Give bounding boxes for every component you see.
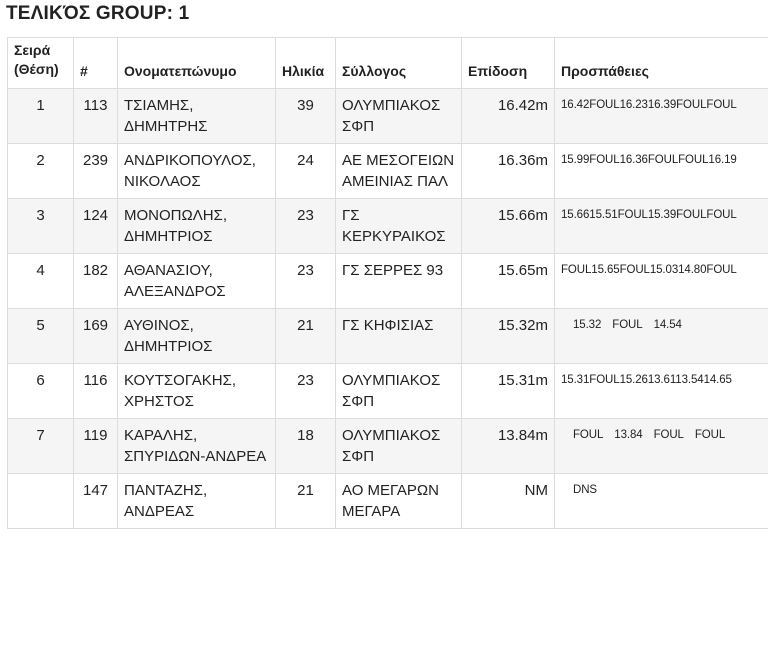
cell-age: 18 (276, 419, 336, 474)
cell-attempts (555, 474, 768, 529)
attempt-value: 13.61 (647, 374, 676, 386)
attempt-value: FOUL (678, 154, 709, 166)
table-header-row (8, 38, 768, 89)
attempt-value: FOUL (706, 264, 737, 276)
attempt-value: FOUL (619, 264, 650, 276)
cell-attempts (555, 144, 768, 199)
attempt-value: FOUL (706, 209, 737, 221)
cell-age: 24 (276, 144, 336, 199)
cell-name: ΜΟΝΟΠΩΛΗΣ, ΔΗΜΗΤΡΙΟΣ (118, 199, 276, 254)
cell-club: ΑΟ ΜΕΓΑΡΩΝ ΜΕΓΑΡΑ (336, 474, 462, 529)
attempt-value: DNS (573, 484, 597, 496)
cell-rank: 1 (8, 89, 74, 144)
cell-name: ΤΣΙΑΜΗΣ, ΔΗΜΗΤΡΗΣ (118, 89, 276, 144)
cell-performance: 15.65m (462, 254, 555, 309)
cell-attempts (555, 199, 768, 254)
cell-bib: 113 (74, 89, 118, 144)
cell-bib: 182 (74, 254, 118, 309)
table-row (8, 364, 768, 419)
table-row (8, 474, 768, 529)
header-age[interactable]: Ηλικία (276, 38, 336, 89)
table-row (8, 419, 768, 474)
attempt-value: 16.42 (561, 99, 590, 111)
attempt-value: FOUL (694, 429, 726, 441)
cell-performance: 16.42m (462, 89, 555, 144)
cell-name: ΑΥΘΙΝΟΣ, ΔΗΜΗΤΡΙΟΣ (118, 309, 276, 364)
cell-age: 21 (276, 309, 336, 364)
attempt-value: FOUL (706, 99, 737, 111)
cell-club: ΑΕ ΜΕΣΟΓΕΙΩΝ ΑΜΕΙΝΙΑΣ ΠΑΛ (336, 144, 462, 199)
cell-bib: 116 (74, 364, 118, 419)
attempt-value: 14.80 (678, 264, 707, 276)
cell-rank: 5 (8, 309, 74, 364)
cell-rank: 2 (8, 144, 74, 199)
attempt-value: 14.65 (703, 374, 732, 386)
header-club[interactable]: Σύλλογος (336, 38, 462, 89)
header-bib[interactable]: # (74, 38, 118, 89)
attempt-value: 15.65 (591, 264, 620, 276)
table-row (8, 144, 768, 199)
cell-name: ΑΝΔΡΙΚΟΠΟΥΛΟΣ, ΝΙΚΟΛΑΟΣ (118, 144, 276, 199)
attempt-value: 16.36 (619, 154, 648, 166)
attempt-value: 14.54 (653, 319, 682, 331)
attempt-value: FOUL (647, 154, 679, 166)
cell-attempts (555, 254, 768, 309)
header-attempts[interactable]: Προσπάθειες (555, 38, 768, 89)
cell-name: ΚΟΥΤΣΟΓΑΚΗΣ, ΧΡΗΣΤΟΣ (118, 364, 276, 419)
attempt-value: 15.03 (649, 264, 679, 276)
cell-bib: 119 (74, 419, 118, 474)
attempt-value: FOUL (589, 99, 620, 111)
cell-age: 23 (276, 364, 336, 419)
header-performance[interactable]: Επίδοση (462, 38, 555, 89)
cell-club: ΓΣ ΚΕΡΚΥΡΑΙΚΟΣ (336, 199, 462, 254)
attempt-value: FOUL (653, 429, 684, 441)
cell-rank: 3 (8, 199, 74, 254)
attempt-value: 16.19 (708, 154, 737, 166)
cell-club: ΓΣ ΚΗΦΙΣΙΑΣ (336, 309, 462, 364)
attempt-value: 15.39 (647, 209, 677, 221)
cell-age: 23 (276, 254, 336, 309)
header-name[interactable]: Ονοματεπώνυμο (118, 38, 276, 89)
table-row (8, 254, 768, 309)
attempt-value: 15.99 (561, 154, 590, 166)
page-title: ΤΕΛΙΚΌΣ GROUP: 1 (6, 3, 190, 24)
cell-bib: 239 (74, 144, 118, 199)
attempt-value: FOUL (573, 429, 604, 441)
cell-rank: 4 (8, 254, 74, 309)
cell-name: ΚΑΡΑΛΗΣ, ΣΠΥΡΙΔΩΝ-ΑΝΔΡΕΑ (118, 419, 276, 474)
attempt-value: 13.54 (675, 374, 704, 386)
cell-name: ΑΘΑΝΑΣΙΟΥ, ΑΛΕΞΑΝΔΡΟΣ (118, 254, 276, 309)
table-row (8, 199, 768, 254)
cell-performance: 15.32m (462, 309, 555, 364)
table-row (8, 89, 768, 144)
cell-rank (8, 474, 74, 529)
cell-age: 21 (276, 474, 336, 529)
attempt-value: FOUL (617, 209, 648, 221)
attempt-value: 15.31 (561, 374, 590, 386)
cell-performance: 16.36m (462, 144, 555, 199)
cell-club: ΟΛΥΜΠΙΑΚΟΣ ΣΦΠ (336, 89, 462, 144)
cell-bib: 169 (74, 309, 118, 364)
cell-bib: 124 (74, 199, 118, 254)
cell-rank: 7 (8, 419, 74, 474)
cell-performance: 13.84m (462, 419, 555, 474)
cell-attempts (555, 364, 768, 419)
results-table (7, 37, 768, 529)
cell-age: 23 (276, 199, 336, 254)
cell-performance: NM (462, 474, 555, 529)
table-row (8, 309, 768, 364)
attempt-value: 13.84 (614, 429, 643, 441)
attempt-value: 16.23 (619, 99, 648, 111)
cell-age: 39 (276, 89, 336, 144)
cell-name: ΠΑΝΤΑΖΗΣ, ΑΝΔΡΕΑΣ (118, 474, 276, 529)
attempt-value: 15.66 (561, 209, 590, 221)
attempt-value: 15.32 (573, 319, 602, 331)
cell-attempts (555, 419, 768, 474)
attempt-value: 16.39 (647, 99, 677, 111)
attempt-value: FOUL (561, 264, 592, 276)
attempt-value: 15.51 (589, 209, 618, 221)
cell-attempts (555, 89, 768, 144)
cell-club: ΟΛΥΜΠΙΑΚΟΣ ΣΦΠ (336, 364, 462, 419)
header-rank[interactable]: Σειρά (Θέση) (8, 38, 74, 89)
attempt-value: FOUL (676, 99, 707, 111)
cell-club: ΓΣ ΣΕΡΡΕΣ 93 (336, 254, 462, 309)
attempt-value: FOUL (676, 209, 707, 221)
attempt-value: FOUL (589, 374, 620, 386)
cell-club: ΟΛΥΜΠΙΑΚΟΣ ΣΦΠ (336, 419, 462, 474)
attempt-value: 15.26 (619, 374, 648, 386)
cell-performance: 15.66m (462, 199, 555, 254)
cell-rank: 6 (8, 364, 74, 419)
cell-performance: 15.31m (462, 364, 555, 419)
attempt-value: FOUL (589, 154, 620, 166)
cell-attempts (555, 309, 768, 364)
attempt-value: FOUL (612, 319, 643, 331)
cell-bib: 147 (74, 474, 118, 529)
